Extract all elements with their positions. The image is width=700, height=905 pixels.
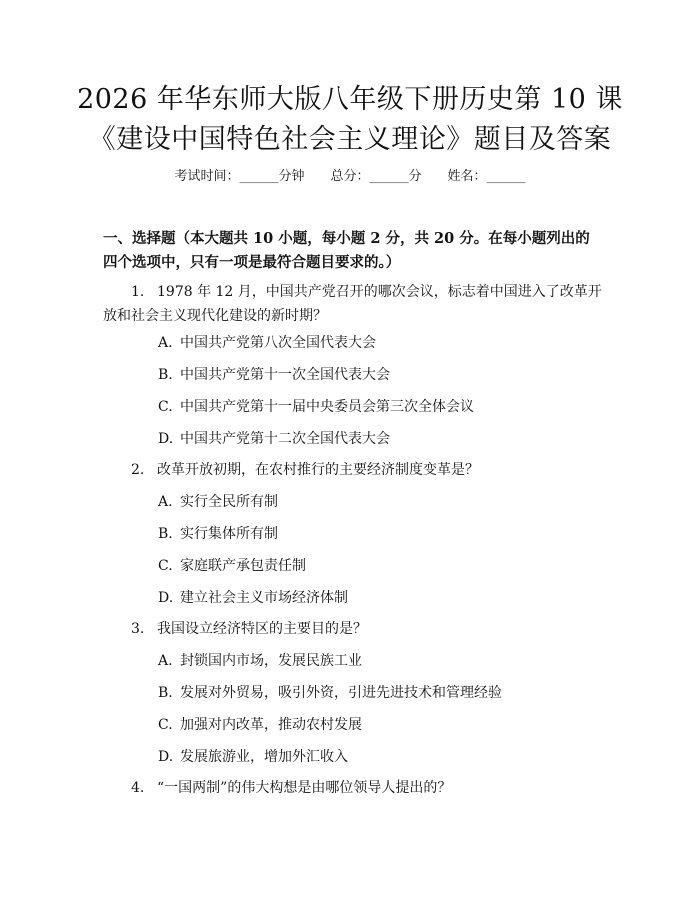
option-text: 建立社会主义市场经济体制 — [180, 590, 348, 606]
option-letter: D. — [158, 590, 174, 606]
total-score-blank: ______ — [369, 169, 409, 184]
document-title-line-1: 2026 年华东师大版八年级下册历史第 10 课 — [77, 84, 623, 115]
answer-option — [158, 747, 348, 767]
answer-option — [158, 651, 362, 671]
question-number: 2. — [131, 462, 145, 478]
option-text: 发展对外贸易，吸引外资，引进先进技术和管理经验 — [180, 685, 502, 701]
total-score-unit: 分 — [408, 169, 422, 184]
option-letter: B. — [158, 685, 173, 701]
exam-time-blank: ______ — [239, 169, 279, 184]
question-text: 改革开放初期，在农村推行的主要经济制度变革是？ — [157, 462, 479, 478]
document-title-line-2: 《建设中国特色社会主义理论》题目及答案 — [88, 124, 612, 155]
answer-option — [158, 397, 474, 417]
question-text: 我国设立经济特区的主要目的是？ — [157, 621, 367, 637]
answer-option — [158, 333, 376, 353]
option-text: 加强对内改革，推动农村发展 — [180, 717, 362, 733]
question-text: “一国两制”的伟大构想是由哪位领导人提出的？ — [157, 780, 452, 796]
answer-option — [158, 429, 390, 449]
question-stem — [103, 617, 603, 641]
option-letter: C. — [158, 558, 173, 574]
question-stem — [103, 458, 603, 482]
option-text: 中国共产党第八次全国代表大会 — [180, 335, 376, 351]
answer-option — [158, 492, 278, 512]
question-number: 1. — [131, 284, 145, 300]
option-text: 中国共产党第十一届中央委员会第三次全体会议 — [180, 399, 474, 415]
student-name-blank: ______ — [486, 169, 526, 184]
question-number: 3. — [131, 621, 145, 637]
option-letter: C. — [158, 717, 173, 733]
answer-option — [158, 556, 306, 576]
option-letter: C. — [158, 399, 173, 415]
answer-option — [158, 588, 348, 608]
option-text: 封锁国内市场，发展民族工业 — [180, 653, 362, 669]
answer-option — [158, 365, 390, 385]
option-letter: B. — [158, 367, 173, 383]
option-letter: D. — [158, 749, 174, 765]
answer-option — [158, 715, 362, 735]
exam-info-line — [0, 167, 700, 187]
question-text: 1978 年 12 月，中国共产党召开的哪次会议，标志着中国进入了改革开放和社会主义现代化建设的新时期？ — [103, 284, 602, 324]
section-heading-multiple-choice: 一、选择题（本大题共 10 小题，每小题 2 分，共 20 分。在每小题列出的四个选项中，只有一项是最符合题目要求的。） — [103, 230, 590, 271]
option-text: 家庭联产承包责任制 — [180, 558, 306, 574]
exam-time-unit: 分钟 — [278, 169, 305, 184]
exam-time-label: 考试时间： — [174, 169, 240, 184]
option-letter: D. — [158, 431, 174, 447]
option-text: 实行集体所有制 — [180, 526, 278, 542]
option-letter: A. — [158, 335, 173, 351]
total-score-label: 总分： — [330, 169, 370, 184]
question-stem — [103, 280, 603, 328]
option-letter: A. — [158, 494, 173, 510]
answer-option — [158, 683, 502, 703]
option-letter: B. — [158, 526, 173, 542]
option-text: 实行全民所有制 — [180, 494, 278, 510]
option-text: 中国共产党第十二次全国代表大会 — [180, 431, 390, 447]
option-text: 中国共产党第十一次全国代表大会 — [180, 367, 390, 383]
option-text: 发展旅游业，增加外汇收入 — [180, 749, 348, 765]
option-letter: A. — [158, 653, 173, 669]
answer-option — [158, 524, 278, 544]
student-name-label: 姓名： — [447, 169, 487, 184]
question-stem — [103, 776, 603, 800]
question-number: 4. — [131, 780, 145, 796]
